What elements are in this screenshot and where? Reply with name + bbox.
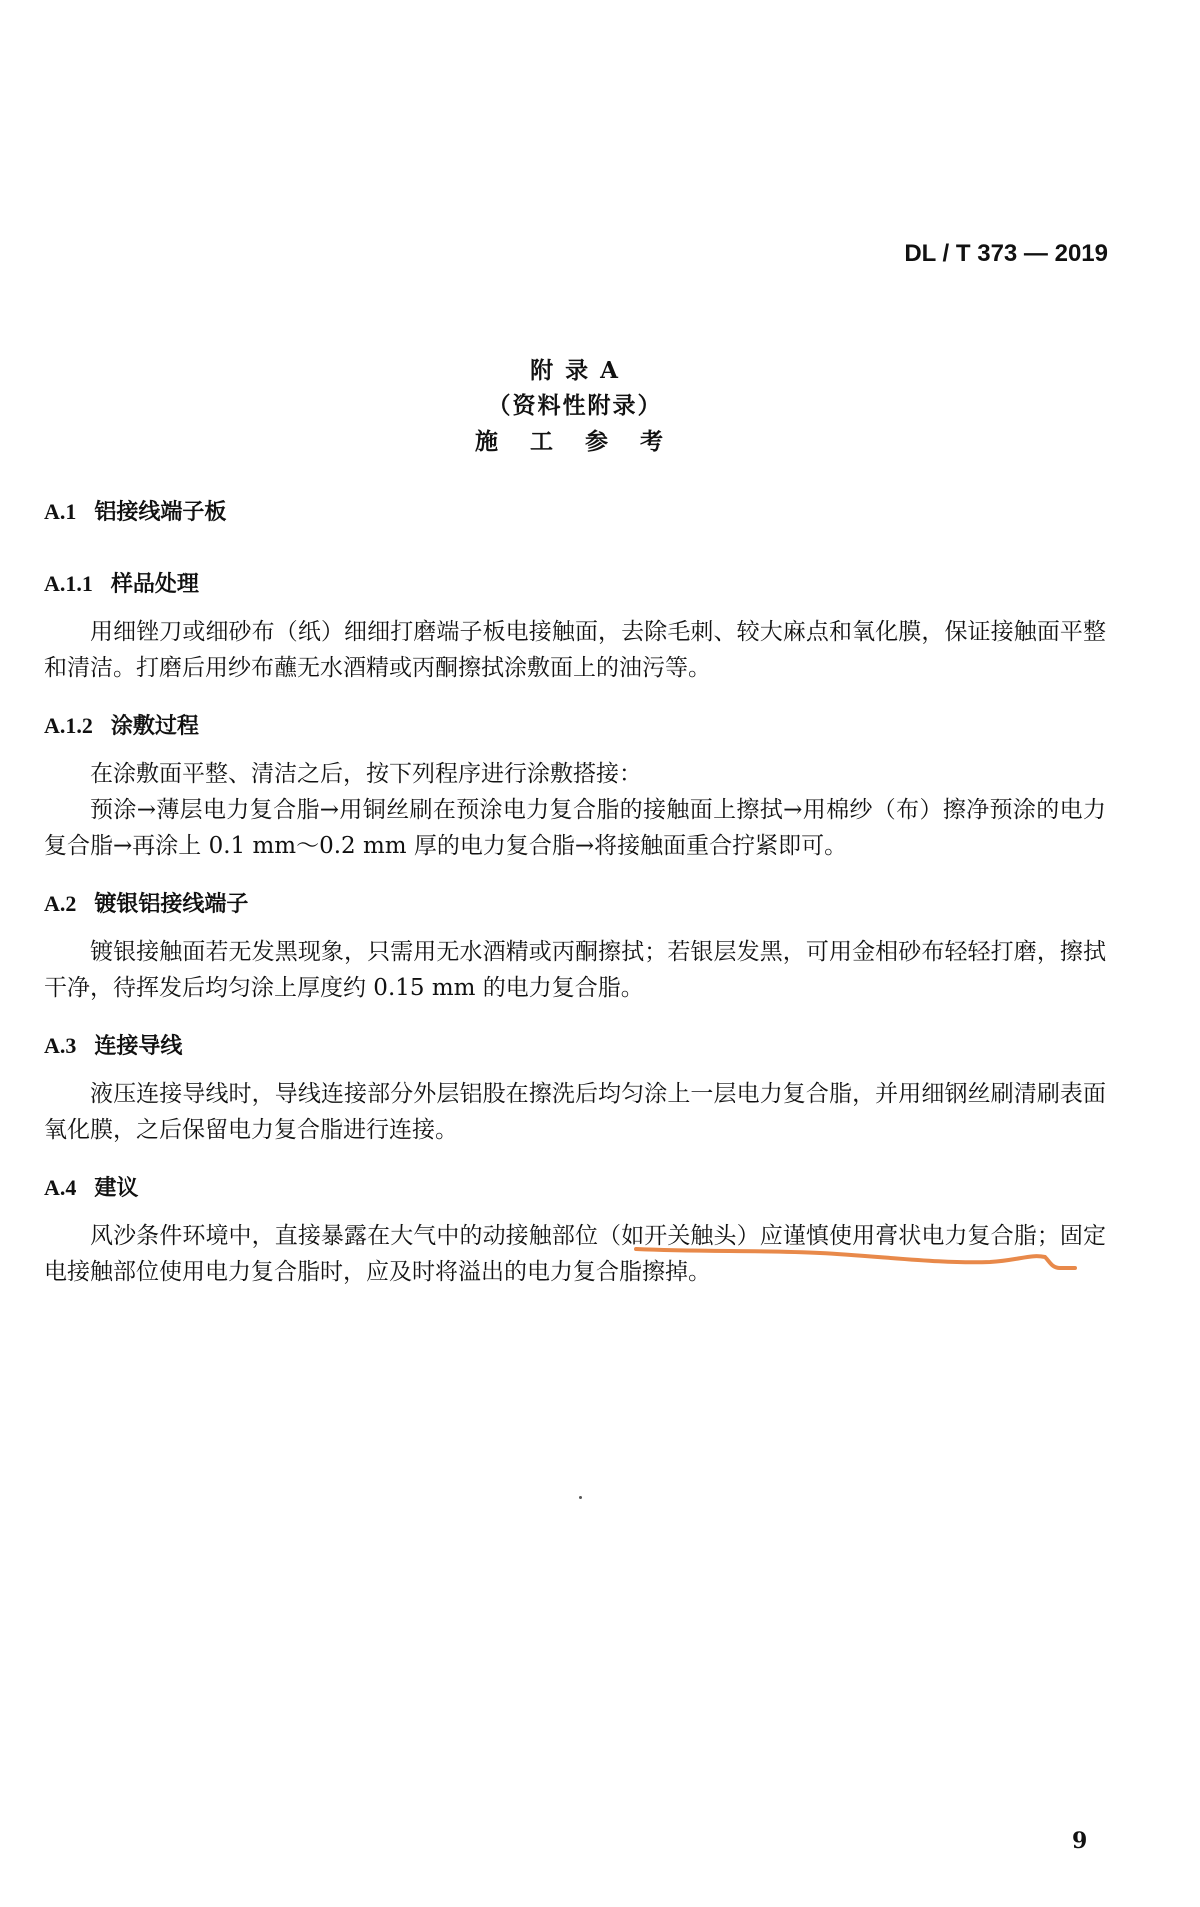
paragraph-a4: 风沙条件环境中，直接暴露在大气中的动接触部位（如开关触头）应谨慎使用膏状电力复合脂；固定电接触部位使用电力复合脂时，应及时将溢出的电力复合脂擦掉。 [44,1223,1106,1285]
section-number: A.2 [44,891,77,916]
section-title: 铝接线端子板 [94,499,227,525]
paragraph-a1-2-procedure: 预涂→薄层电力复合脂→用铜丝刷在预涂电力复合脂的接触面上擦拭→用棉纱（布）擦净预涂的电力复合脂→再涂上 0.1 mm～0.2 mm 厚的电力复合脂→将接触面重合拧紧即可。 [44,797,1106,859]
paragraph-a3: 液压连接导线时，导线连接部分外层铝股在擦洗后均匀涂上一层电力复合脂，并用细钢丝刷清刷表面氧化膜，之后保留电力复合脂进行连接。 [44,1081,1106,1143]
section-number: A.3 [44,1033,77,1058]
paragraph-a1-1: 用细锉刀或细砂布（纸）细细打磨端子板电接触面，去除毛刺、较大麻点和氧化膜，保证接触面平整和清洁。打磨后用纱布蘸无水酒精或丙酮擦拭涂敷面上的油污等。 [44,619,1106,681]
section-title: 样品处理 [110,571,199,597]
standard-number: DL / T 373 — 2019 [904,240,1108,267]
speck-mark [579,1496,582,1499]
appendix-title: 附 录 A [530,357,620,384]
section-title: 连接导线 [94,1033,183,1059]
paragraph-a2: 镀银接触面若无发黑现象，只需用无水酒精或丙酮擦拭；若银层发黑，可用金相砂布轻轻打磨，擦拭干净，待挥发后均匀涂上厚度约 0.15 mm 的电力复合脂。 [44,939,1106,1001]
section-title: 建议 [94,1175,139,1201]
section-number: A.1.1 [44,571,93,596]
section-number: A.1 [44,499,77,524]
section-title: 涂敷过程 [110,713,199,739]
paragraph-a1-2: 在涂敷面平整、清洁之后，按下列程序进行涂敷搭接： [90,761,642,787]
appendix-subtitle: （资料性附录） [487,392,663,419]
appendix-name: 施 工 参 考 [474,428,676,455]
section-title: 镀银铝接线端子 [94,891,249,917]
page-number: 9 [1072,1828,1088,1854]
section-number: A.4 [44,1175,77,1200]
section-number: A.1.2 [44,713,93,738]
